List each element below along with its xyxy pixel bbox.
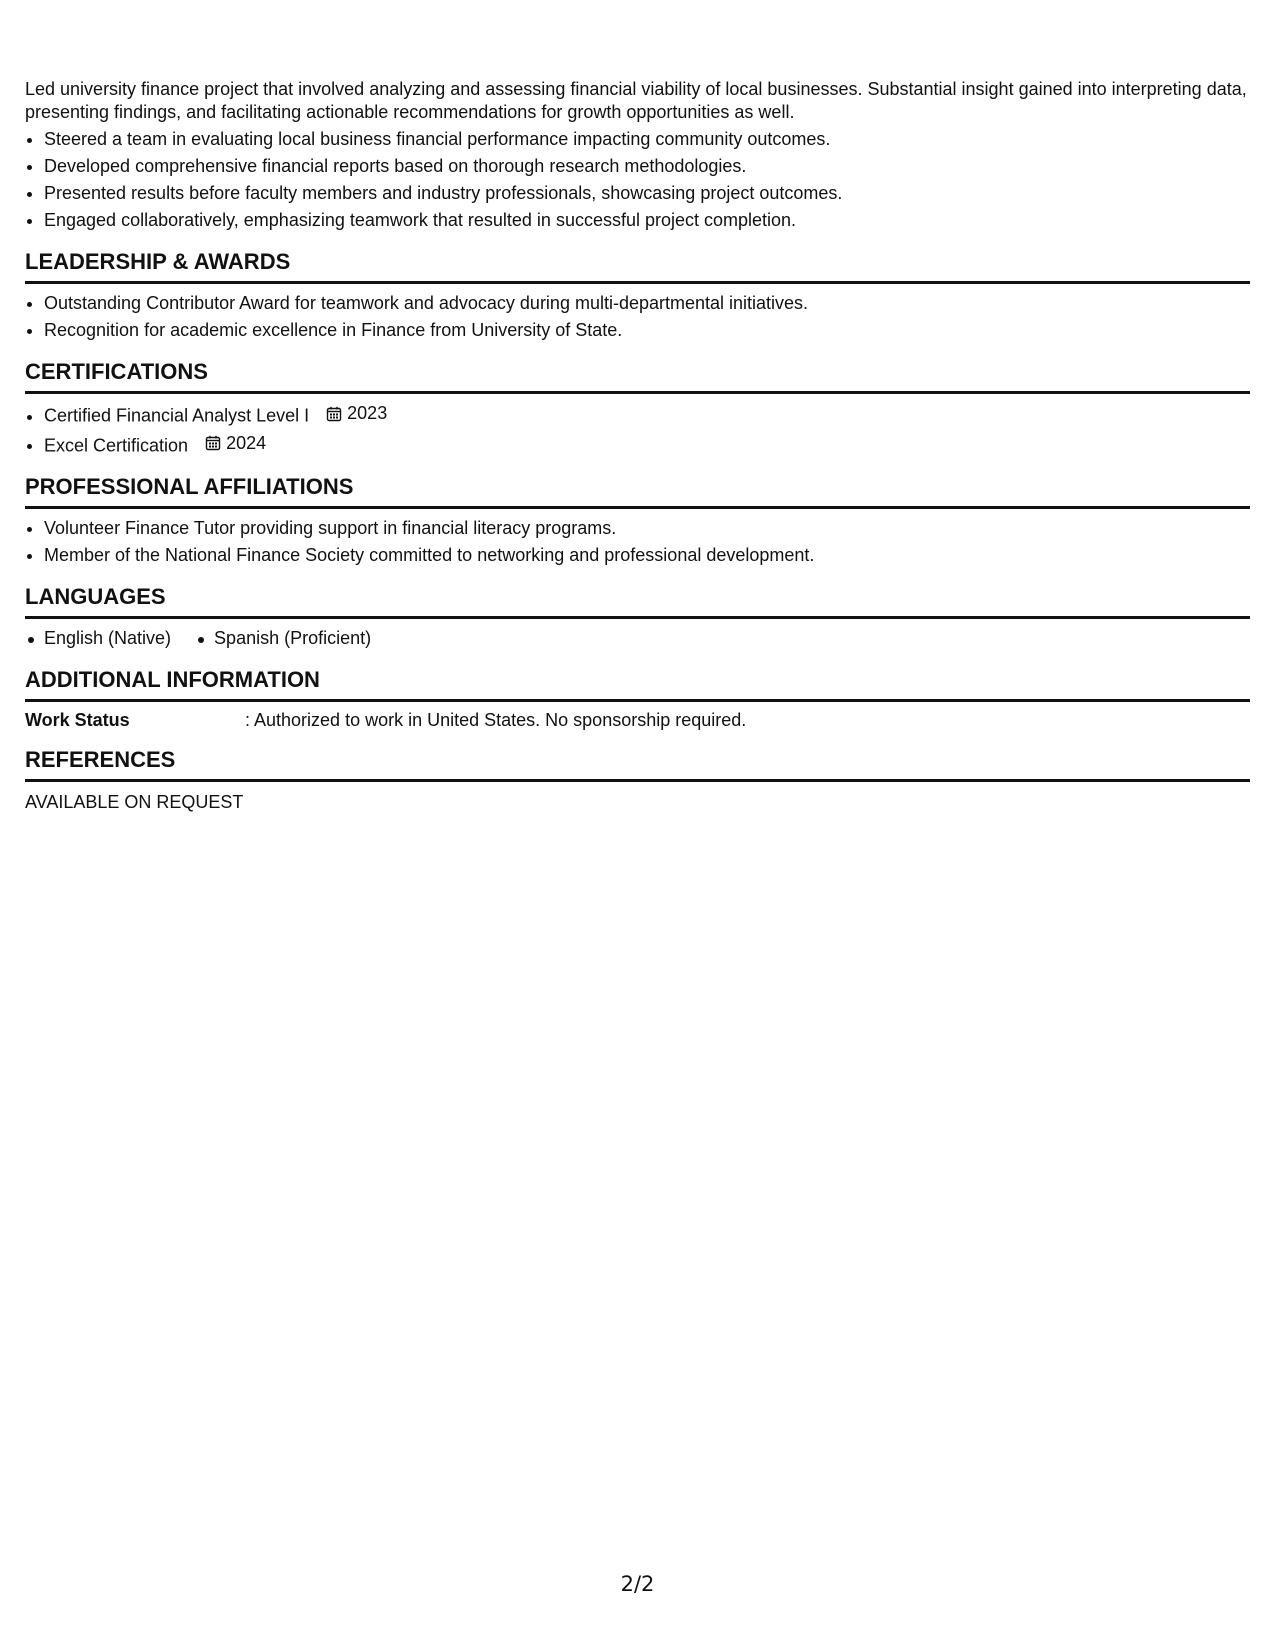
section-heading: PROFESSIONAL AFFILIATIONS [25, 473, 1250, 509]
calendar-icon [326, 406, 342, 422]
work-status-label: Work Status [25, 710, 130, 730]
language-item: English (Native) [25, 625, 171, 652]
section-heading: LANGUAGES [25, 583, 1250, 619]
certification-name: Certified Financial Analyst Level I [44, 405, 310, 426]
additional-info-section [25, 666, 1250, 732]
list-item: • Volunteer Finance Tutor providing support in financial literacy programs. [44, 515, 1250, 542]
section-heading: CERTIFICATIONS [25, 358, 1250, 394]
references-text: AVAILABLE ON REQUEST [25, 792, 244, 812]
list-item: • Outstanding Contributor Award for teamwork and advocacy during multi-departmental initiatives. [44, 290, 1250, 317]
certification-year: 2024 [226, 432, 267, 453]
leadership-section [25, 248, 1250, 344]
certification-date [326, 400, 387, 427]
languages-section [25, 583, 1250, 652]
section-heading: ADDITIONAL INFORMATION [25, 666, 1250, 702]
certification-year: 2023 [347, 403, 388, 423]
list-item: • Presented results before faculty members and industry professionals, showcasing project outcomes. [44, 180, 1250, 207]
certification-date [205, 430, 266, 457]
calendar-icon [205, 435, 221, 451]
certifications-list [25, 400, 1250, 459]
language-item: Spanish (Proficient) [195, 625, 371, 652]
certification-item [44, 430, 1250, 460]
project-intro: Led university finance project that involved analyzing and assessing financial viability of local businesses. Substantial insight gained into interpreting data, presenting findings, and facilitating actionable recommendations for growth opportunities as well. [25, 79, 1247, 122]
languages-list [25, 625, 1250, 652]
work-status-row [25, 708, 1250, 732]
resume-page [25, 78, 1250, 814]
list-item: • Steered a team in evaluating local business financial performance impacting community outcomes. [44, 126, 1250, 153]
project-bullets [25, 126, 1250, 234]
leadership-list [25, 290, 1250, 344]
section-heading: REFERENCES [25, 746, 1250, 782]
work-status-value: : Authorized to work in United States. No sponsorship required. [245, 710, 747, 730]
affiliations-section [25, 473, 1250, 569]
list-item: • Developed comprehensive financial reports based on thorough research methodologies. [44, 153, 1250, 180]
affiliations-list [25, 515, 1250, 569]
list-item: • Recognition for academic excellence in Finance from University of State. [44, 317, 1250, 344]
certification-name: Excel Certification [44, 435, 189, 455]
page-number: 2/2 [620, 1572, 655, 1596]
list-item: • Engaged collaboratively, emphasizing teamwork that resulted in successful project completion. [44, 207, 1250, 234]
certifications-section [25, 358, 1250, 459]
references-section [25, 746, 1250, 814]
section-heading: LEADERSHIP & AWARDS [25, 248, 1250, 284]
list-item: • Member of the National Finance Society committed to networking and professional development. [44, 542, 1250, 569]
certification-item [44, 400, 1250, 430]
